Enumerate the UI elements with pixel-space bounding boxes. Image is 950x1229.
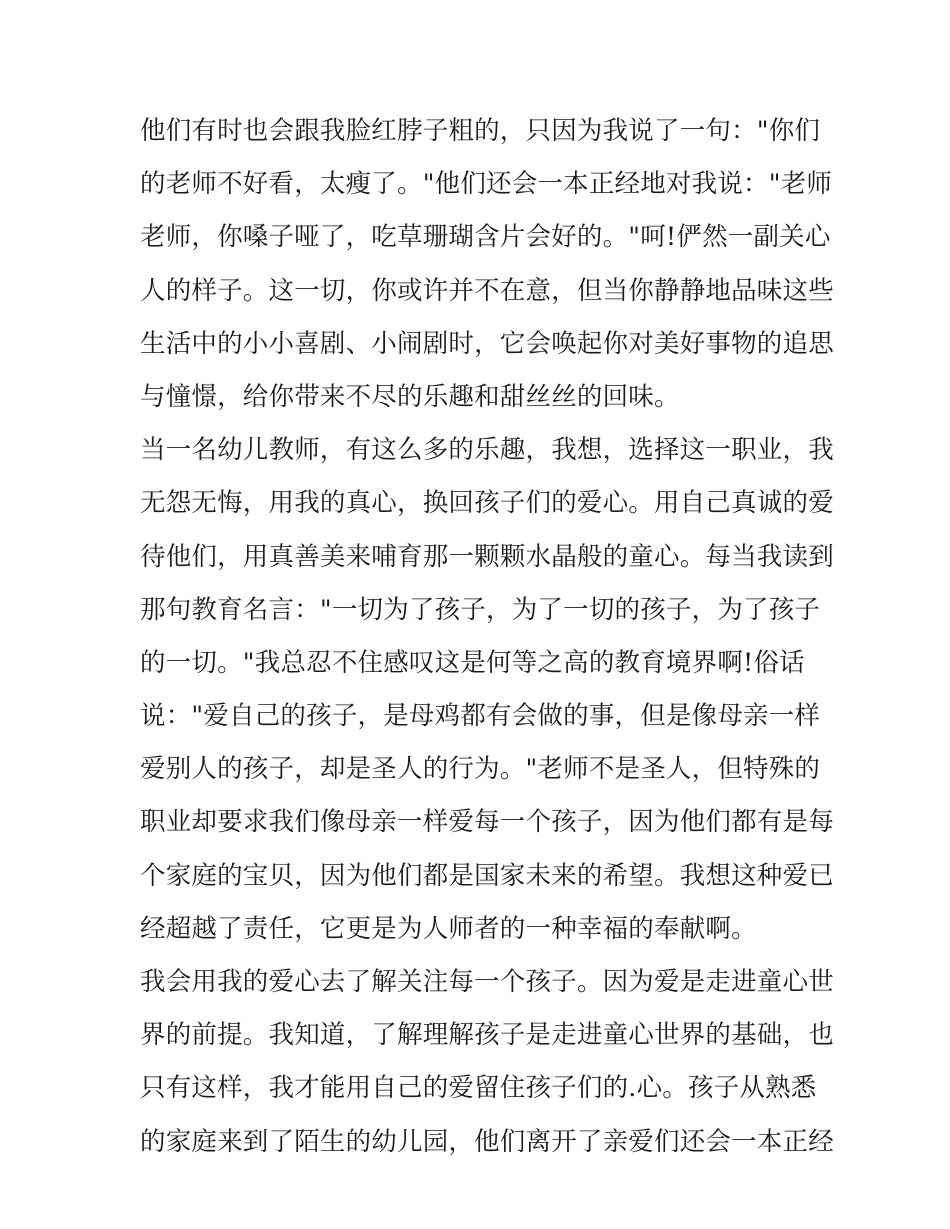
text-line: 当一名幼儿教师，有这么多的乐趣，我想，选择这一职业，我: [140, 435, 834, 466]
text-line: 说："爱自己的孩子，是母鸡都有会做的事，但是像母亲一样: [140, 701, 821, 732]
text-line: 的家庭来到了陌生的幼儿园，他们离开了亲爱们还会一本正经: [140, 1126, 834, 1157]
text-line: 那句教育名言："一切为了孩子，为了一切的孩子，为了孩子: [140, 594, 821, 625]
text-line: 我会用我的爱心去了解关注每一个孩子。因为爱是走进童心世: [140, 967, 834, 997]
text-line: 职业却要求我们像母亲一样爱每一个孩子，因为他们都有是每: [140, 807, 834, 838]
text-line: 的老师不好看，太瘦了。"他们还会一本正经地对我说："老师: [140, 169, 833, 200]
text-line: 只有这样，我才能用自己的爱留住孩子们的.心。孩子从熟悉: [140, 1073, 817, 1104]
text-line: 的一切。"我总忍不住感叹这是何等之高的教育境界啊!俗话: [140, 647, 805, 678]
text-line: 个家庭的宝贝，因为他们都是国家未来的希望。我想这种爱已: [140, 860, 834, 891]
text-line: 与憧憬，给你带来不尽的乐趣和甜丝丝的回味。: [140, 381, 680, 412]
text-line: 经超越了责任，它更是为人师者的一种幸福的奉献啊。: [140, 913, 757, 944]
text-line: 老师，你嗓子哑了，吃草珊瑚含片会好的。"呵!俨然一副关心: [140, 222, 831, 253]
body-text: [140, 105, 834, 1169]
text-line: 他们有时也会跟我脸红脖子粗的，只因为我说了一句："你们: [140, 116, 821, 146]
text-line: 生活中的小小喜剧、小闹剧时，它会唤起你对美好事物的追思: [140, 328, 834, 359]
text-line: 人的样子。这一切，你或许并不在意，但当你静静地品味这些: [140, 275, 834, 306]
text-line: 爱别人的孩子，却是圣人的行为。"老师不是圣人，但特殊的: [140, 754, 821, 785]
text-line: 待他们，用真善美来哺育那一颗颗水晶般的童心。每当我读到: [140, 541, 834, 572]
text-line: 无怨无悔，用我的真心，换回孩子们的爱心。用自己真诚的爱: [140, 488, 834, 519]
text-line: 界的前提。我知道，了解理解孩子是走进童心世界的基础，也: [140, 1020, 834, 1051]
